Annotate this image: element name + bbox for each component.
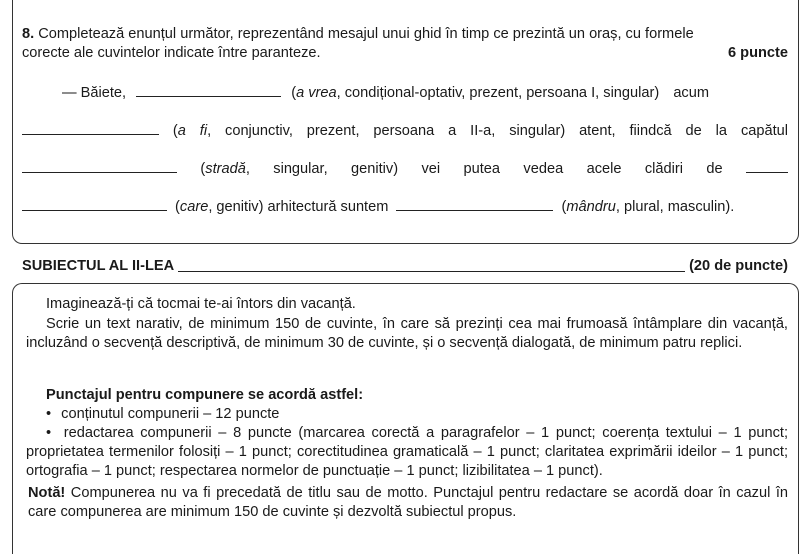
- item8-instruction-line1: 8. Completează enunțul următor, reprezentând mesajul unui ghid în timp ce prezintă un oraș, cu formele: [22, 26, 694, 42]
- fill-line-2: (a fi, conjunctiv, prezent, persoana a II-a, singular) atent, fiindcă de la capătul: [22, 120, 788, 141]
- note: Notă! Compunerea nu va fi precedată de titlu sau de motto. Punctajul pentru redactare se acordă doar în cazul în care compunerea are minimum 150 de cuvinte și dezvoltă subiectul propus.: [28, 485, 788, 520]
- item-number: 8.: [22, 26, 35, 42]
- note-label: Notă!: [28, 485, 66, 501]
- scoring-bullet-2: • redactarea compunerii – 8 puncte (marcarea corectă a paragrafelor – 1 punct; coerența textului – 1 punct; proprietatea termenilor folosiți – 1 punct; corectitudinea gramaticală – 1 punct; claritatea exprimării ideilor – 1 punct; ortografia – 1 punct; respectarea normelor de punctuație – 1 punct; lizibilitatea – 1 punct).: [26, 425, 788, 479]
- item8-points: 6 puncte: [727, 45, 788, 61]
- answer-blank-1[interactable]: [136, 82, 281, 97]
- answer-blank-3[interactable]: [22, 158, 177, 173]
- bullet-icon: •: [46, 406, 52, 422]
- bullet-icon: •: [46, 425, 52, 441]
- answer-blank-4[interactable]: [746, 158, 788, 173]
- subject2-header: [22, 257, 788, 276]
- fill-line-3: (stradă, singular, genitiv) vei putea vedea acele clădiri de: [22, 158, 788, 179]
- fill-line-4: (care, genitiv) arhitectură suntem (mândru, plural, masculin).: [22, 196, 734, 217]
- header-rule: [178, 271, 685, 272]
- fill-line-1: — Băiete, (a vrea, condițional-optativ, prezent, persoana I, singular) acum: [62, 82, 709, 103]
- answer-blank-5[interactable]: [22, 196, 167, 211]
- subject2-title: SUBIECTUL AL II-LEA: [22, 258, 175, 274]
- scoring-bullet-1: • conținutul compunerii – 12 puncte: [46, 406, 280, 422]
- task-description: Scrie un text narativ, de minimum 150 de cuvinte, în care să prezinți cea mai frumoasă întâmplare din vacanță, incluzând o secvență descriptivă, de minimum 30 de cuvinte, și o secvență dialogată, de minimum patru replici.: [26, 316, 788, 351]
- answer-blank-6[interactable]: [396, 196, 553, 211]
- item8-instruction-line2: corecte ale cuvintelor indicate între paranteze. 6 puncte: [22, 45, 788, 61]
- subject2-points: (20 de puncte): [689, 258, 788, 274]
- scoring-title: Punctajul pentru compunere se acordă astfel:: [46, 387, 364, 403]
- task-intro: Imaginează-ți că tocmai te-ai întors din vacanță.: [46, 296, 356, 312]
- answer-blank-2[interactable]: [22, 120, 159, 135]
